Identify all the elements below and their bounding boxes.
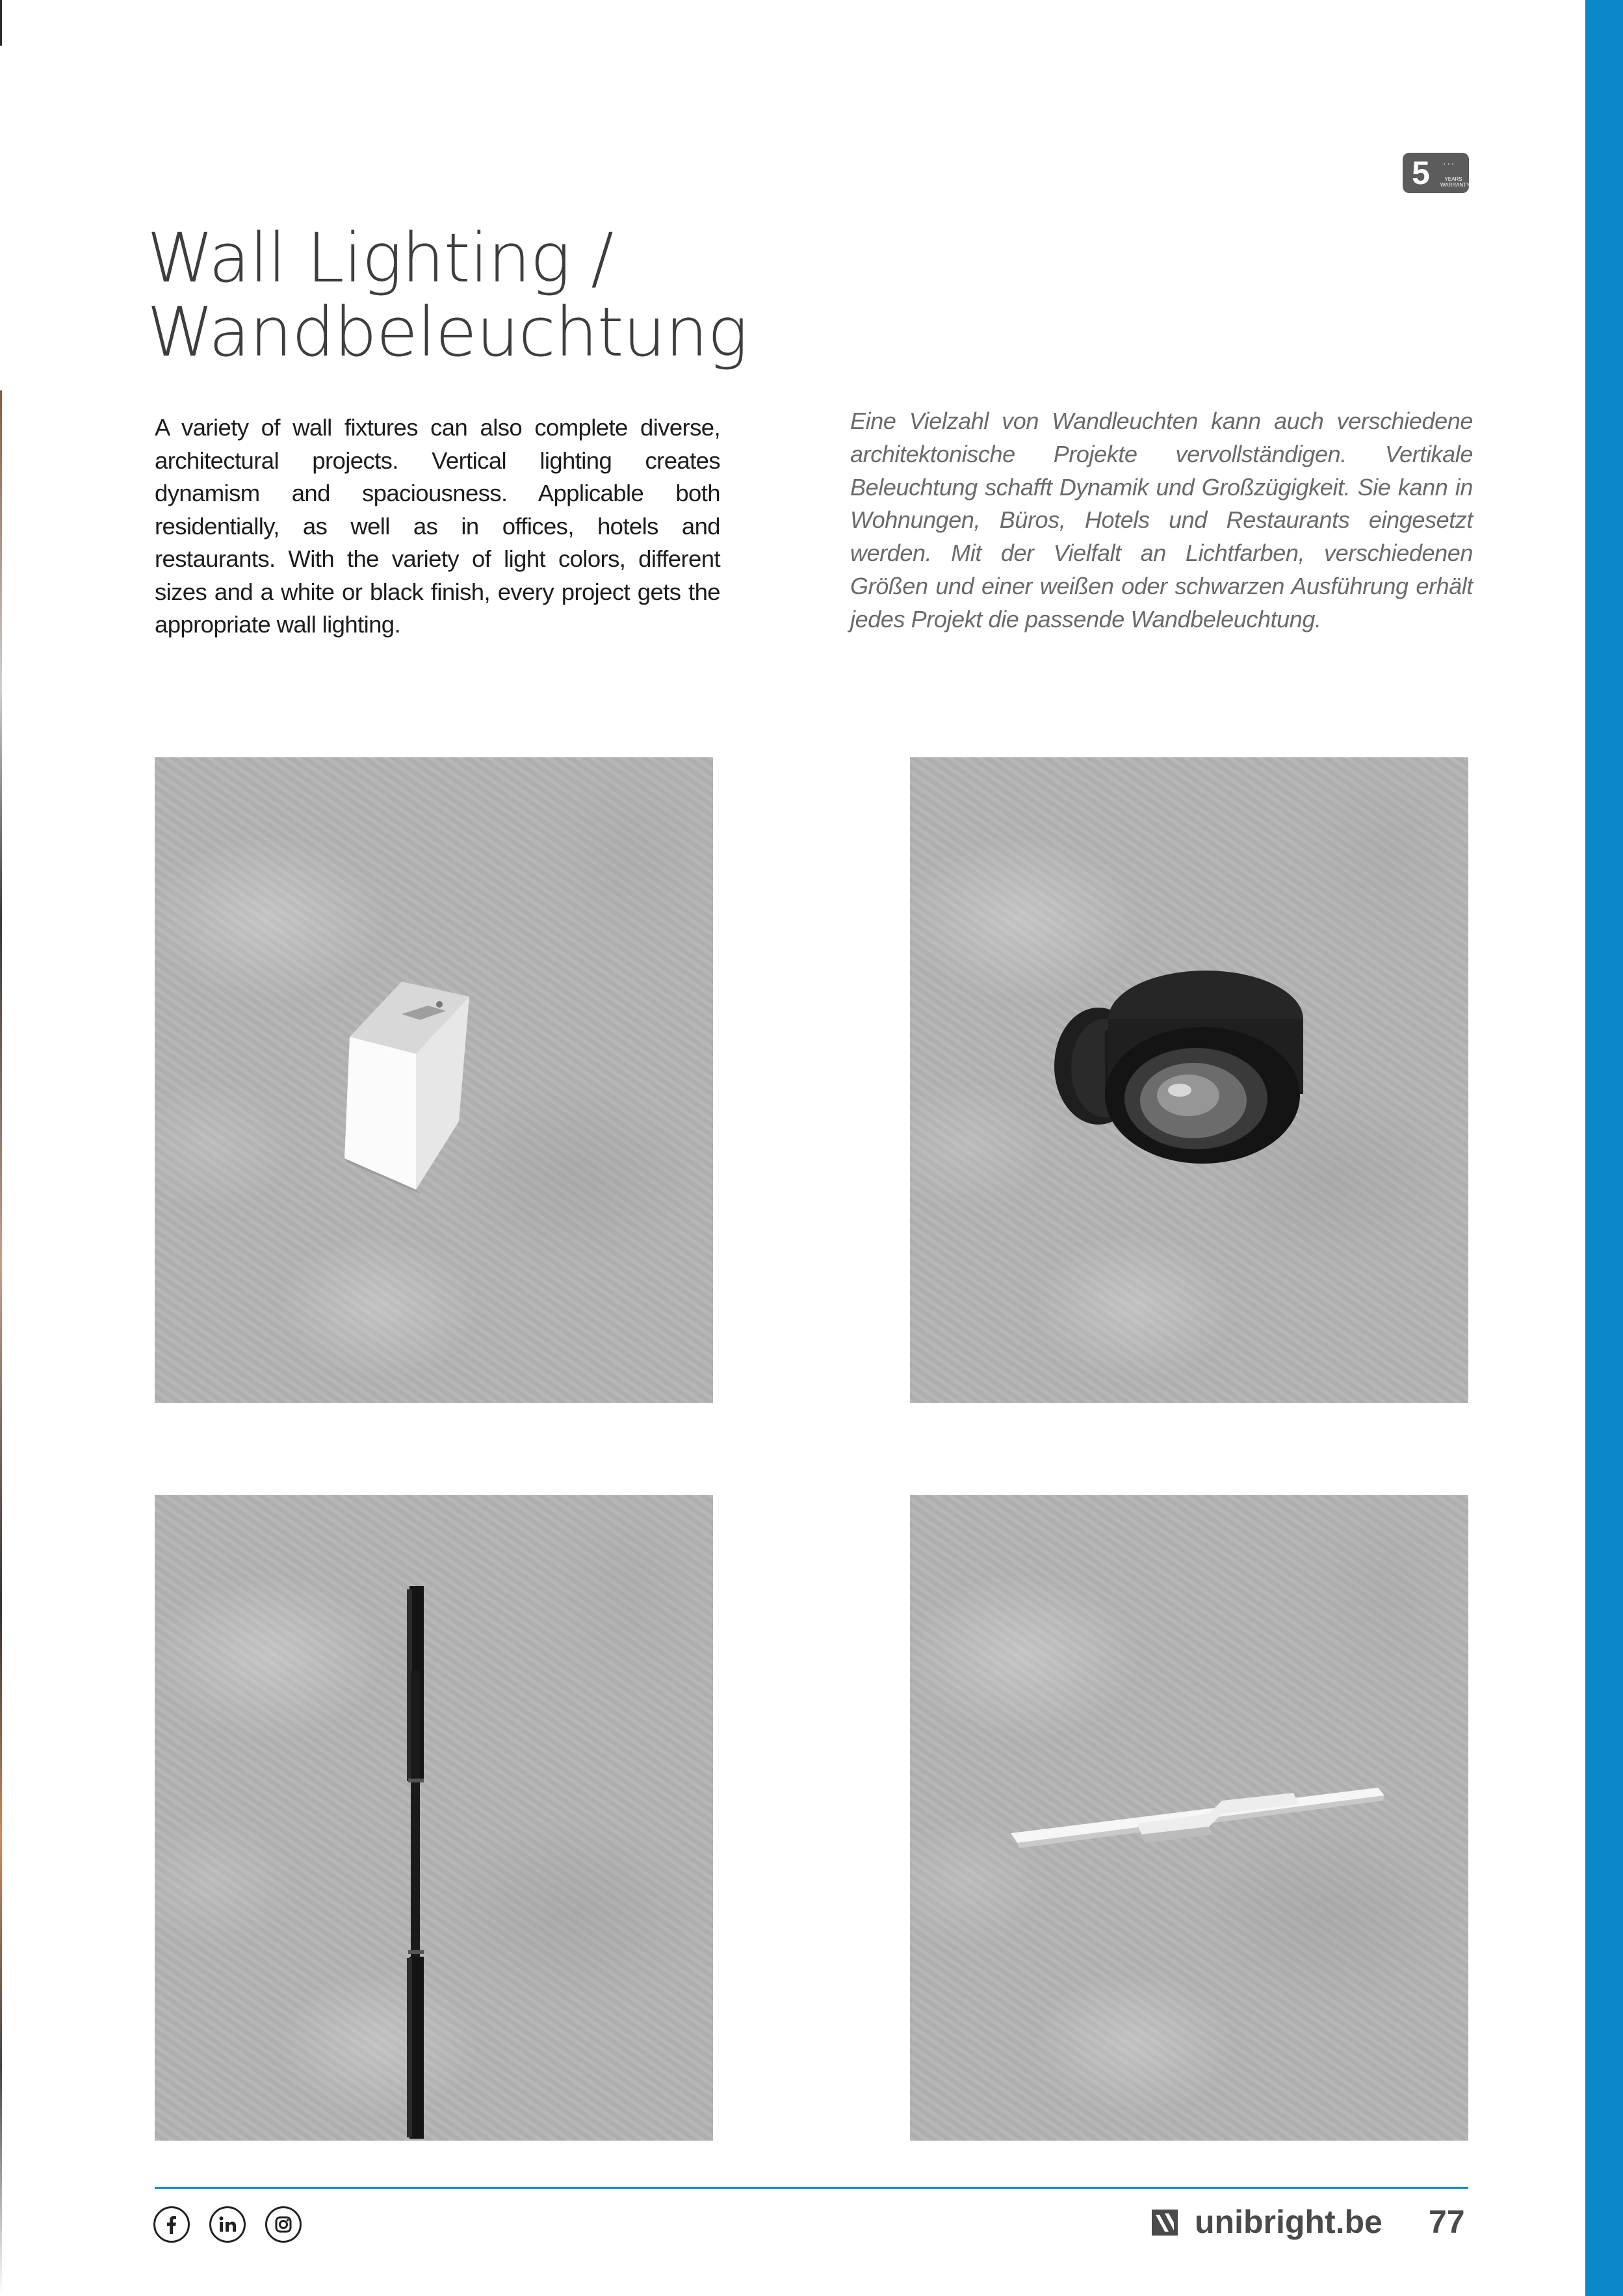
page-title-line-1: Wall Lighting /	[147, 218, 614, 298]
instagram-icon[interactable]	[265, 2206, 302, 2243]
vertical-bar-illustration	[155, 1495, 713, 2141]
intro-german: Eine Vielzahl von Wandleuchten kann auch verschiedene architektonische Projekte vervollständigen. Vertikale Beleuchtung schafft Dynamik und Großzügigkeit. Sie kann in Wohnungen, Büros, Hotels und Restaurants eingesetzt werden. Mit der Vielfalt an Lichtfarben, verschiedenen Größen und einer weißen oder schwarzen Ausführung erhält jedes Projekt die passende Wandbeleuchtung.	[850, 408, 1473, 633]
page-number: 77	[1429, 2204, 1465, 2240]
warranty-badge	[1403, 153, 1469, 193]
unibright-logo-icon	[1152, 2210, 1178, 2236]
warranty-label: YEARS WARRANTY	[1440, 176, 1470, 188]
page-edge-strip	[0, 0, 2, 2296]
page-title	[147, 218, 747, 372]
intro-english: A variety of wall fixtures can also complete diverse, architectural projects. Vertical lighting creates dynamism and spaciousness. Applicable both residentially, as well as in offices, hotels and restaurants. With the variety of light colors, different sizes and a white or black finish, every project gets the appropriate wall lighting.	[155, 414, 720, 638]
warranty-number: 5	[1412, 155, 1430, 191]
page-title-line-2: Wandbeleuchtung	[147, 293, 747, 372]
linkedin-icon[interactable]	[209, 2206, 246, 2243]
star-icon: ⋅⋅⋅	[1443, 159, 1456, 169]
accent-side-bar	[1585, 0, 1623, 2296]
product-photo-cube-wall-light	[155, 757, 713, 1403]
footer-divider	[155, 2187, 1468, 2189]
product-photo-round-spot-light	[910, 757, 1468, 1403]
linear-light-illustration	[910, 1495, 1468, 2141]
facebook-icon[interactable]	[153, 2206, 190, 2243]
product-photo-vertical-bar-light	[155, 1495, 713, 2141]
round-spot-illustration	[910, 757, 1468, 1403]
brand-website[interactable]: unibright.be	[1195, 2204, 1383, 2240]
product-photo-linear-wall-light	[910, 1495, 1468, 2141]
cube-light-illustration	[155, 757, 713, 1403]
